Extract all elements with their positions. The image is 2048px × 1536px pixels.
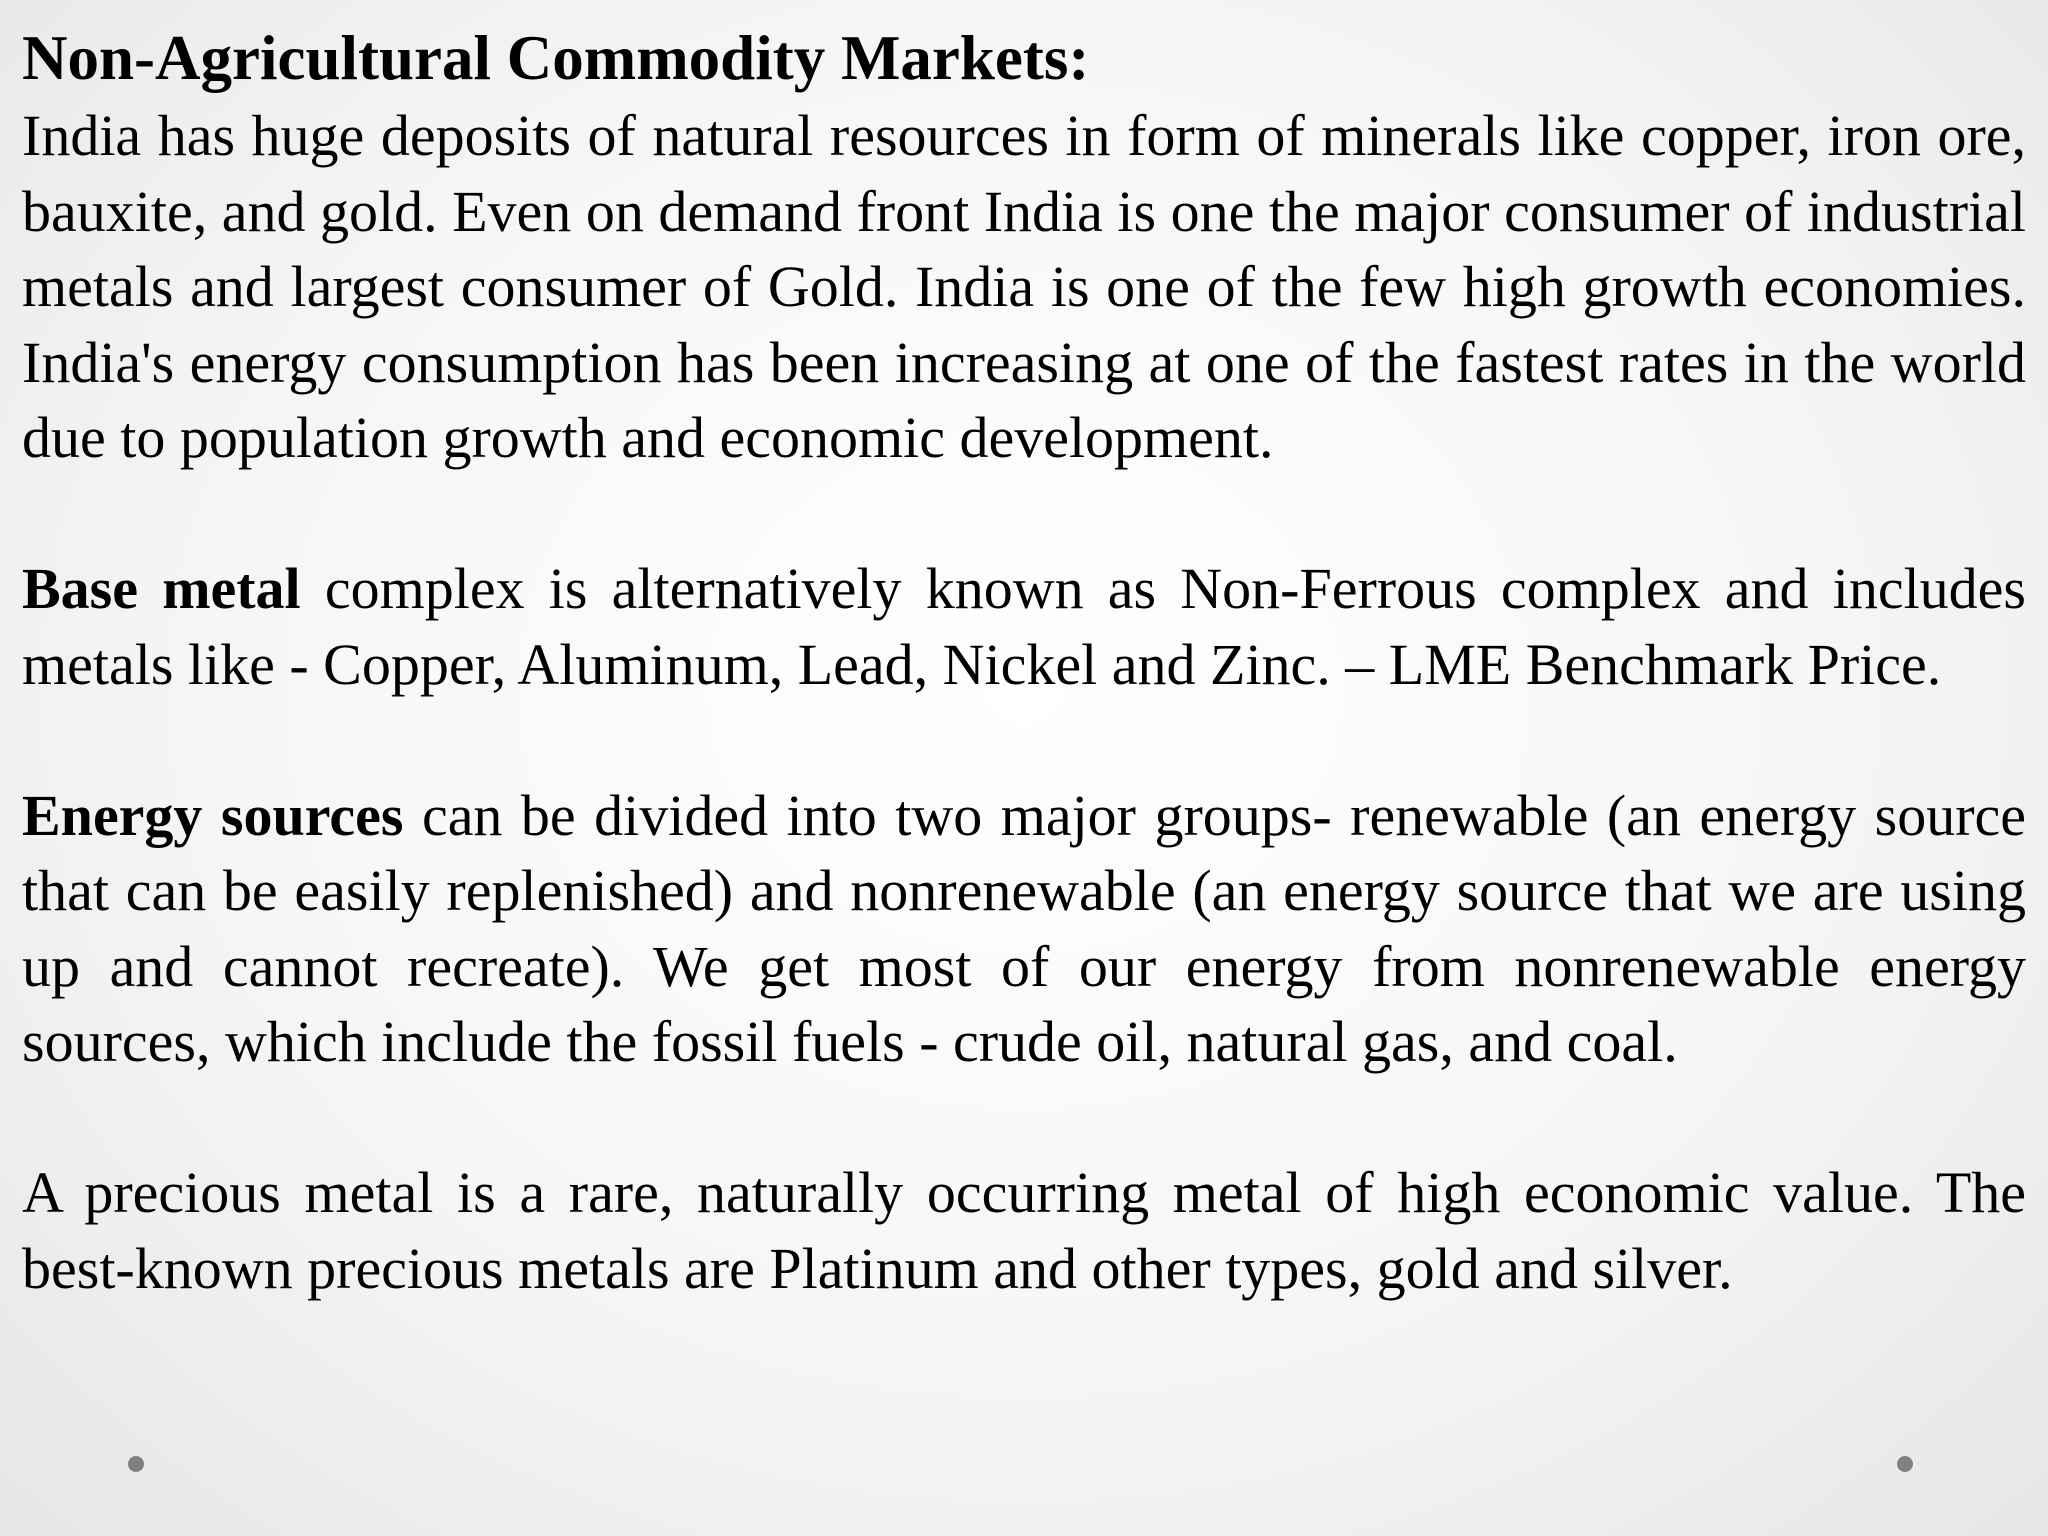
term-base-metal: Base metal <box>22 556 301 621</box>
slide-title: Non-Agricultural Commodity Markets: <box>22 23 1090 93</box>
energy-sources-description: can be divided into two major groups- renewable (an energy source that can be easily replenished) and nonrenewable (an energy source that we are using up and cannot recreate). We get most of our energy from nonrenewable energy sources, which include the fossil fuels - crude oil, natural gas, and coal. <box>22 782 2026 1074</box>
base-metal-description: complex is alternatively known as Non-Ferrous complex and includes metals like - Copper, Aluminum, Lead, Nickel and Zinc. – LME Benchmark Price. <box>22 556 2026 697</box>
left-dot-icon <box>128 1456 144 1472</box>
slide-content <box>22 18 2026 1306</box>
right-dot-icon <box>1897 1456 1913 1472</box>
paragraph-natural-resources: India has huge deposits of natural resources in form of minerals like copper, iron ore, bauxite, and gold. Even on demand front India is one the major consumer of industrial metals and largest consumer of Gold. India is one of the few high growth economies. India's energy consumption has been increasing at one of the fastest rates in the world due to population growth and economic development. <box>22 103 2026 470</box>
paragraph-precious-metal: A precious metal is a rare, naturally occurring metal of high economic value. The best-known precious metals are Platinum and other types, gold and silver. <box>22 1160 2026 1301</box>
paragraph-energy-sources <box>22 778 2026 1080</box>
term-energy-sources: Energy sources <box>22 782 404 848</box>
paragraph-base-metal <box>22 551 2026 702</box>
